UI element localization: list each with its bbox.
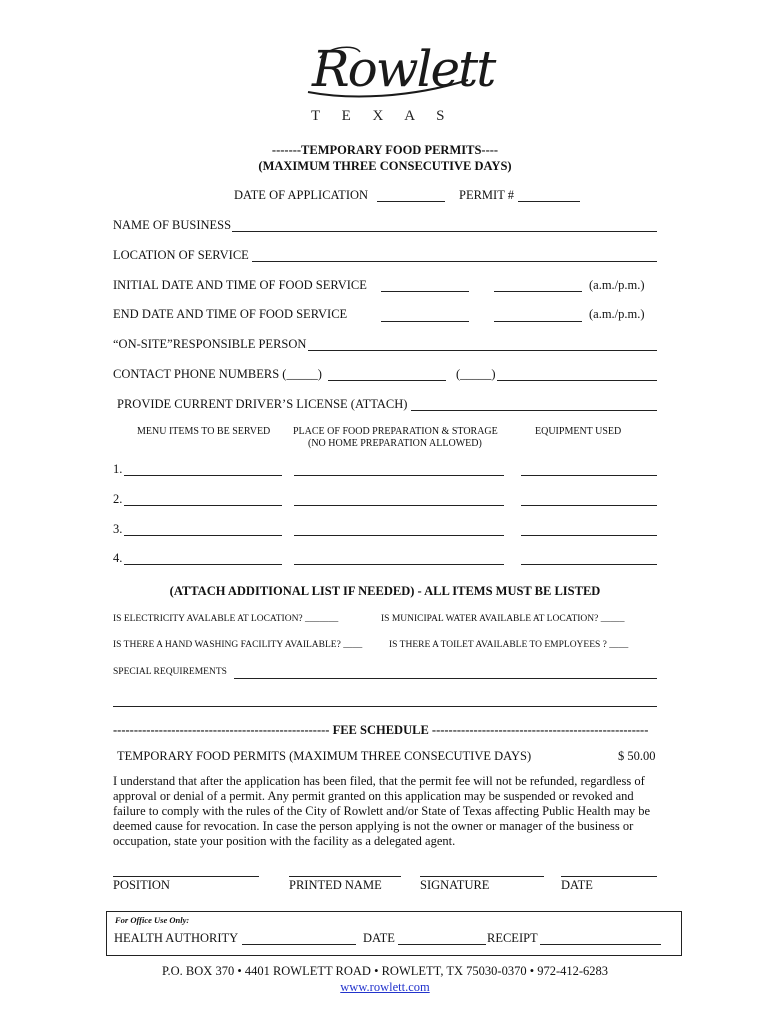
- receipt-field[interactable]: [540, 944, 661, 945]
- date-of-application-field[interactable]: [377, 201, 445, 202]
- preparation-place-field[interactable]: [294, 505, 504, 506]
- preparation-place-field[interactable]: [294, 475, 504, 476]
- logo-state: T E X A S: [311, 108, 454, 124]
- preparation-place-header: PLACE OF FOOD PREPARATION & STORAGE: [293, 426, 498, 437]
- contact-phone-label: CONTACT PHONE NUMBERS (_____): [113, 367, 322, 381]
- special-requirements-field-2[interactable]: [113, 706, 657, 707]
- equipment-field[interactable]: [521, 475, 657, 476]
- website-link[interactable]: www.rowlett.com: [340, 980, 430, 994]
- drivers-license-label: PROVIDE CURRENT DRIVER’S LICENSE (ATTACH): [117, 397, 408, 411]
- footer-address: P.O. BOX 370 • 4401 ROWLETT ROAD • ROWLETT, TX 75030-0370 • 972-412-6283: [161, 964, 609, 978]
- menu-items-header: MENU ITEMS TO BE SERVED: [137, 426, 271, 437]
- preparation-place-field[interactable]: [294, 564, 504, 565]
- contact-phone-field-1[interactable]: [328, 380, 446, 381]
- health-authority-label: HEALTH AUTHORITY: [114, 931, 239, 945]
- date-label: DATE: [561, 878, 593, 892]
- office-date-label: DATE: [363, 931, 395, 945]
- signature-label: SIGNATURE: [420, 878, 490, 892]
- end-date-field[interactable]: [381, 321, 469, 322]
- item-row-number: 2.: [113, 492, 123, 506]
- equipment-header: EQUIPMENT USED: [535, 426, 622, 437]
- special-requirements-label: SPECIAL REQUIREMENTS: [113, 667, 227, 677]
- business-name-field[interactable]: [232, 231, 657, 232]
- end-ampm: (a.m./p.m.): [589, 307, 645, 321]
- office-use-label: For Office Use Only:: [115, 915, 190, 925]
- disclaimer-line: I understand that after the application has been filed, that the permit fee will not be refunded, regardless of: [113, 774, 645, 788]
- water-question: IS MUNICIPAL WATER AVAILABLE AT LOCATION? _____: [381, 614, 625, 624]
- position-field[interactable]: [113, 876, 259, 877]
- menu-item-field[interactable]: [124, 535, 282, 536]
- menu-item-field[interactable]: [124, 475, 282, 476]
- initial-ampm: (a.m./p.m.): [589, 278, 645, 292]
- fee-schedule-header: ---------------------------------------------------- FEE SCHEDULE ----------------------------------------------------: [113, 723, 649, 737]
- disclaimer-line: occupation, state your position with the facility as a delegated agent.: [113, 834, 456, 848]
- contact-phone-field-2[interactable]: [497, 380, 657, 381]
- fee-item: TEMPORARY FOOD PERMITS (MAXIMUM THREE CONSECUTIVE DAYS): [117, 749, 532, 763]
- receipt-label: RECEIPT: [487, 931, 538, 945]
- initial-time-field[interactable]: [494, 291, 582, 292]
- permit-number-field[interactable]: [518, 201, 580, 202]
- equipment-field[interactable]: [521, 535, 657, 536]
- preparation-place-field[interactable]: [294, 535, 504, 536]
- logo-wordmark: Rowlett: [312, 40, 495, 98]
- form-title: -------TEMPORARY FOOD PERMITS----: [271, 143, 499, 157]
- equipment-field[interactable]: [521, 505, 657, 506]
- attach-note: (ATTACH ADDITIONAL LIST IF NEEDED) - ALL ITEMS MUST BE LISTED: [169, 584, 601, 598]
- initial-date-field[interactable]: [381, 291, 469, 292]
- printed-name-label: PRINTED NAME: [289, 878, 382, 892]
- date-of-application-label: DATE OF APPLICATION: [234, 188, 369, 202]
- form-subtitle: (MAXIMUM THREE CONSECUTIVE DAYS): [258, 159, 512, 173]
- permit-number-label: PERMIT #: [459, 188, 514, 202]
- special-requirements-field[interactable]: [234, 678, 657, 679]
- health-authority-field[interactable]: [242, 944, 356, 945]
- location-label: LOCATION OF SERVICE: [113, 248, 249, 262]
- end-time-field[interactable]: [494, 321, 582, 322]
- business-name-label: NAME OF BUSINESS: [113, 218, 232, 232]
- preparation-place-note: (NO HOME PREPARATION ALLOWED): [308, 438, 482, 449]
- date-field[interactable]: [561, 876, 657, 877]
- office-date-field[interactable]: [398, 944, 486, 945]
- menu-item-field[interactable]: [124, 564, 282, 565]
- end-date-label: END DATE AND TIME OF FOOD SERVICE: [113, 307, 348, 321]
- item-row-number: 4.: [113, 551, 123, 565]
- hand-washing-question: IS THERE A HAND WASHING FACILITY AVAILABLE? ____: [113, 640, 363, 650]
- position-label: POSITION: [113, 878, 170, 892]
- toilet-question: IS THERE A TOILET AVAILABLE TO EMPLOYEES ? ____: [389, 640, 629, 650]
- printed-name-field[interactable]: [289, 876, 401, 877]
- initial-date-label: INITIAL DATE AND TIME OF FOOD SERVICE: [113, 278, 367, 292]
- menu-item-field[interactable]: [124, 505, 282, 506]
- item-row-number: 3.: [113, 522, 123, 536]
- item-row-number: 1.: [113, 462, 123, 476]
- contact-phone-area-2: (_____): [456, 367, 496, 381]
- signature-field[interactable]: [420, 876, 544, 877]
- disclaimer-line: deemed cause for revocation. In case the person applying is not the owner or manager of the business or: [113, 819, 634, 833]
- equipment-field[interactable]: [521, 564, 657, 565]
- disclaimer-line: approval or denial of a permit. Any permit granted on this application may be suspended or revoked and: [113, 789, 634, 803]
- responsible-person-field[interactable]: [308, 350, 657, 351]
- responsible-person-label: “ON-SITE”RESPONSIBLE PERSON: [113, 337, 307, 351]
- disclaimer-line: failure to comply with the rules of the City of Rowlett and/or State of Texas affecting Public Health may be: [113, 804, 651, 818]
- drivers-license-field[interactable]: [411, 410, 657, 411]
- fee-amount: $ 50.00: [618, 749, 656, 763]
- location-field[interactable]: [252, 261, 657, 262]
- electricity-question: IS ELECTRICITY AVALABLE AT LOCATION? _______: [113, 614, 339, 624]
